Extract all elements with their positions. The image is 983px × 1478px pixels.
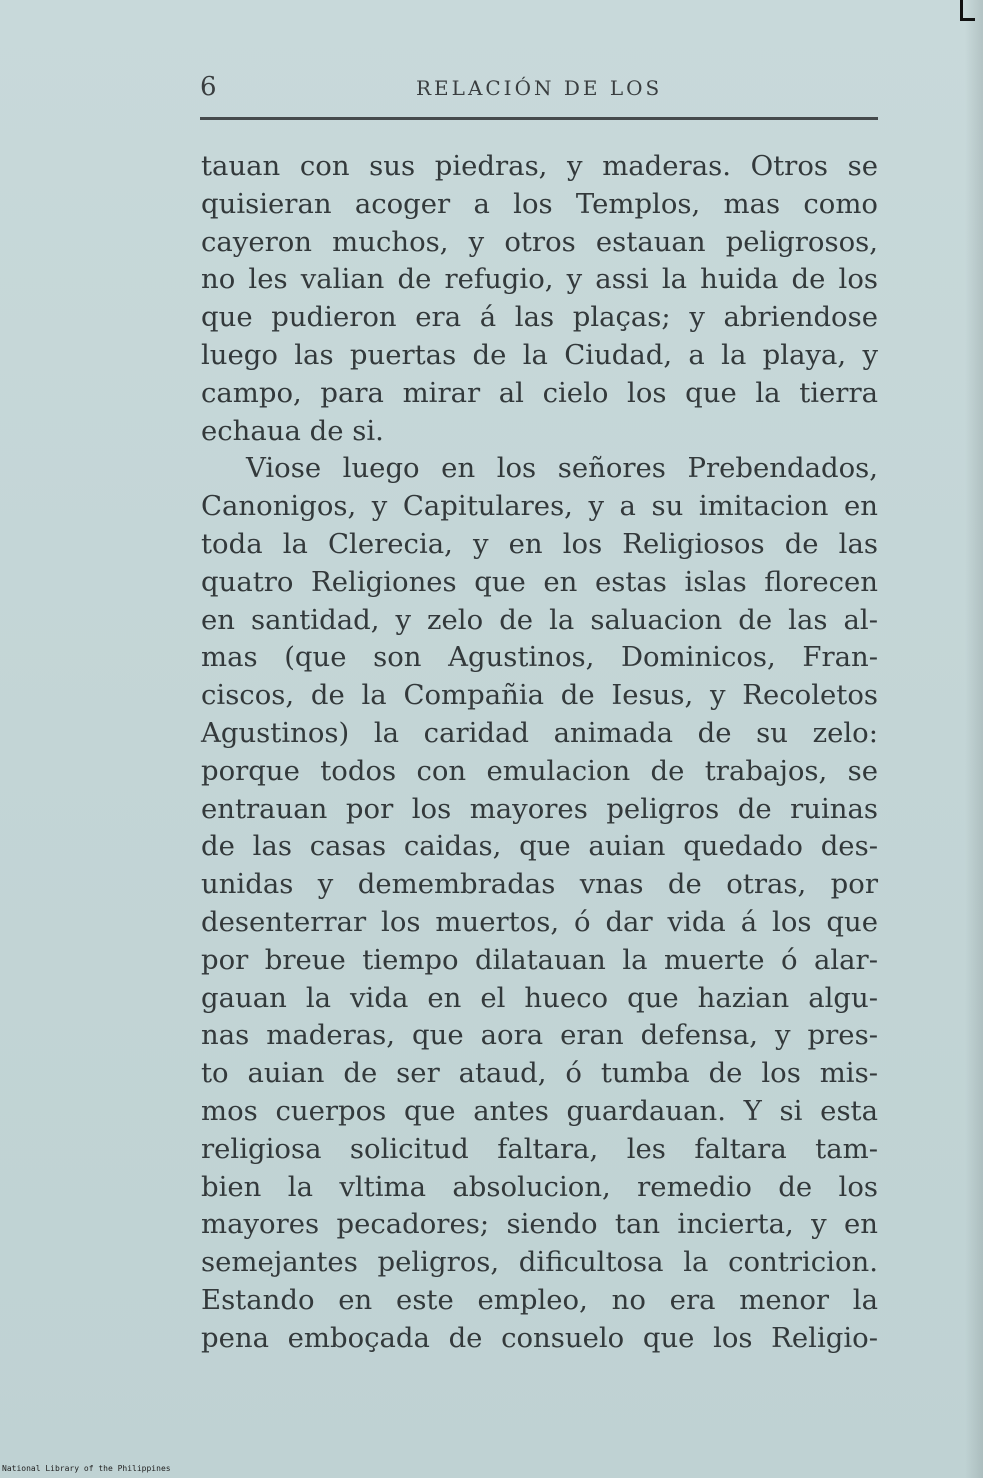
text-line: quatro Religiones que en estas islas florecen: [201, 565, 878, 598]
text-line: religiosa solicitud faltara, les faltara tam-: [201, 1132, 878, 1165]
text-line: en santidad, y zelo de la saluacion de las al-: [201, 603, 878, 636]
text-line: que pudieron era á las plaças; y abriendose: [201, 301, 878, 334]
text-line: quisieran acoger a los Templos, mas como: [201, 187, 878, 220]
running-head: RELACIÓN DE LOS: [416, 76, 663, 100]
header-rule: [200, 117, 878, 120]
library-credit: National Library of the Philippines: [2, 1464, 171, 1473]
text-line: mas (que son Agustinos, Dominicos, Fran-: [201, 641, 878, 674]
text-line: semejantes peligros, dificultosa la contricion.: [201, 1246, 878, 1279]
text-line: ciscos, de la Compañia de Iesus, y Recoletos: [201, 679, 878, 712]
text-line: pena emboçada de consuelo que los Religio-: [201, 1321, 878, 1354]
text-line: bien la vltima absolucion, remedio de los: [201, 1170, 878, 1203]
text-line: de las casas caidas, que auian quedado des-: [201, 830, 878, 863]
text-line: Agustinos) la caridad animada de su zelo:: [201, 716, 878, 749]
page-header: [200, 70, 880, 110]
text-line: entrauan por los mayores peligros de ruinas: [201, 792, 878, 825]
text-line: desenterrar los muertos, ó dar vida á los que: [201, 905, 878, 938]
text-line: tauan con sus piedras, y maderas. Otros se: [201, 150, 878, 182]
text-line: gauan la vida en el hueco que hazian algu-: [201, 981, 878, 1014]
text-line: echaua de si.: [201, 414, 384, 447]
text-line: mos cuerpos que antes guardauan. Y si esta: [201, 1094, 878, 1127]
text-line: no les valian de refugio, y assi la huida de los: [201, 263, 878, 296]
text-line: cayeron muchos, y otros estauan peligrosos,: [201, 225, 878, 258]
body-text: [201, 148, 878, 1358]
text-line: campo, para mirar al cielo los que la tierra: [201, 376, 878, 409]
page-edge-shadow: [965, 0, 983, 1478]
text-line: toda la Clerecia, y en los Religiosos de las: [201, 527, 878, 560]
text-line: Canonigos, y Capitulares, y a su imitacion en: [201, 490, 878, 523]
text-line: luego las puertas de la Ciudad, a la playa, y: [201, 338, 878, 371]
text-line: porque todos con emulacion de trabajos, se: [201, 754, 878, 787]
text-line: unidas y demembradas vnas de otras, por: [201, 868, 878, 901]
page-number: 6: [200, 72, 217, 102]
text-line: por breue tiempo dilatauan la muerte ó alar-: [201, 943, 878, 976]
text-line: nas maderas, que aora eran defensa, y pres-: [201, 1019, 878, 1052]
text-line: Viose luego en los señores Prebendados,: [246, 452, 878, 485]
text-line: Estando en este empleo, no era menor la: [201, 1283, 878, 1316]
text-line: to auian de ser ataud, ó tumba de los mis-: [201, 1057, 878, 1090]
corner-crop-mark: [960, 0, 975, 21]
text-line: mayores pecadores; siendo tan incierta, y en: [201, 1208, 878, 1241]
